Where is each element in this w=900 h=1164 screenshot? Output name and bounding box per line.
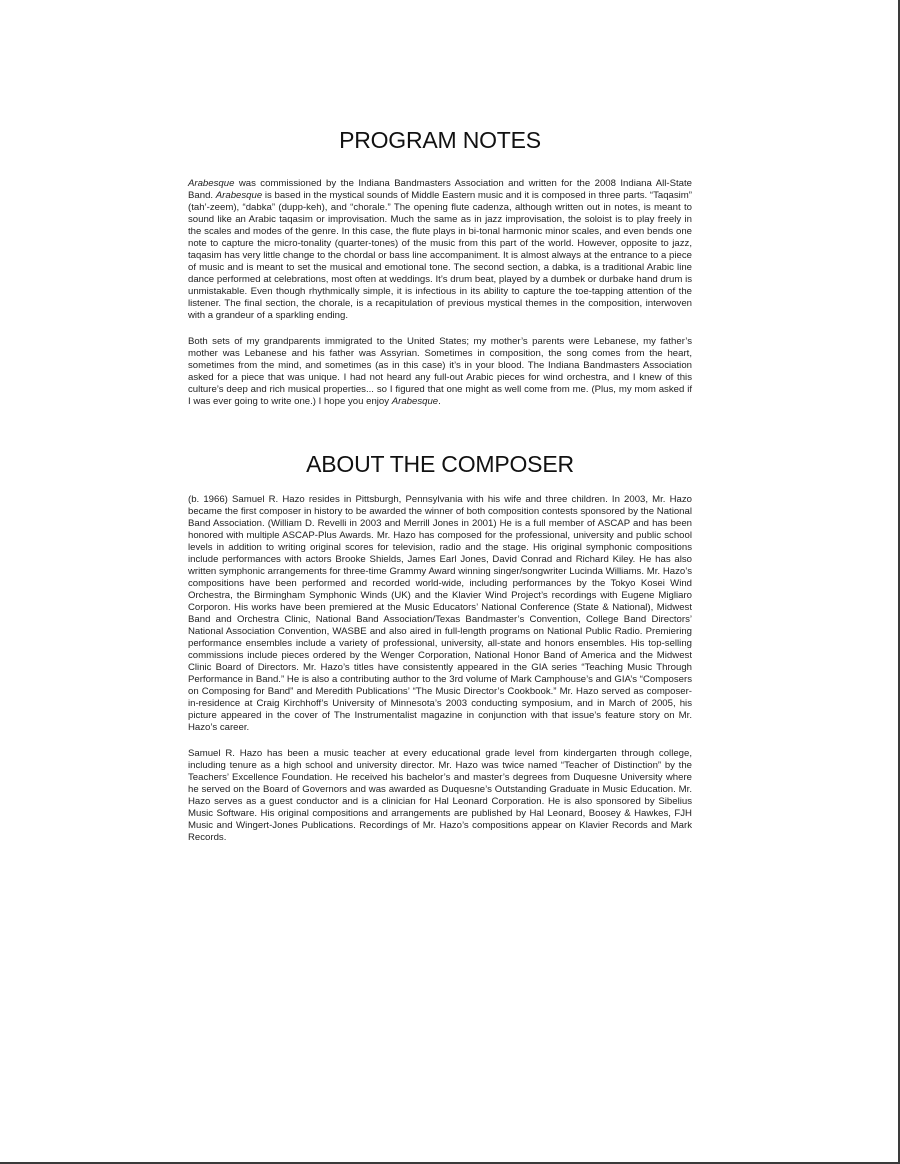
program-notes-heading: PROGRAM NOTES <box>339 127 541 153</box>
about-composer-paragraph-1: (b. 1966) Samuel R. Hazo resides in Pittsburgh, Pennsylvania with his wife and three children. In 2003, Mr. Hazo became the first composer in history to be awarded the winner of both composition contests sponsored by the National Band Association. (William D. Revelli in 2003 and Merrill Jones in 2001) He is a full member of ASCAP and has been honored with multiple ASCAP-Plus Awards. Mr. Hazo has composed for the professional, university and public school levels in addition to writing original scores for television, radio and the stage. His original symphonic compositions include performances with actors Brooke Shields, James Earl Jones, David Conrad and Richard Kiley. He has also written symphonic arrangements for three-time Grammy Award winning singer/songwriter Lucinda Williams. Mr. Hazo’s compositions have been performed and recorded world-wide, including performances by the Tokyo Kosei Wind Orchestra, the Birmingham Symphonic Winds (UK) and the Klavier Wind Project’s recordings with Eugene Migliaro Corporon. His works have been premiered at the Music Educators’ National Conference (State & National), Midwest Band and Orchestra Clinic, National Band Association/Texas Bandmaster’s Convention, College Band Directors’ National Association Convention, WASBE and also aired in full-length programs on National Public Radio. Premiering performance ensembles include a variety of professional, university, all-state and honors ensembles. His top-selling commissions include pieces ordered by the Wenger Corporation, National Honor Band of America and the Midwest Clinic Board of Directors. Mr. Hazo’s titles have consistently appeared in the GIA series “Teaching Music Through Performance in Band.” He is also a contributing author to the 3rd volume of Mark Camphouse’s and GIA’s “Composers on Composing for Band” and Meredith Publications’ “The Music Director’s Cookbook.” Mr. Hazo served as composer-in-residence at Craig Kirchhoff’s University of Minnesota’s 2003 conducting symposium, and in March of 2005, his picture appeared in the cover of The Instrumentalist magazine in conjunction with that issue’s feature story on Mr. Hazo’s career. <box>188 494 692 733</box>
work-title: Arabesque <box>391 396 439 407</box>
document-content <box>188 124 692 844</box>
program-notes-paragraph-1: Arabesque was commissioned by the Indiana Bandmasters Association and written for the 2008 Indiana All-State Band. Arabesque is based in the mystical sounds of Middle Eastern music and it is composed in three parts. “Taqasim” (tah’-zeem), “dabka” (dupp-keh), and “chorale.” The opening flute cadenza, although written out in notes, is meant to sound like an Arabic taqasim or improvisation. Much the same as in jazz improvisation, the soloist is to play freely in the scales and modes of the genre. In this case, the flute plays in bi-tonal harmonic minor scales, and even bends one note to capture the micro-tonality (quarter-tones) of the music from this part of the world. However, opposite to jazz, taqasim has very little change to the chordal or bass line accompaniment. It is almost always at the entrance to a piece of music and is meant to set the musical and emotional tone. The second section, a dabka, is a traditional Arabic line dance performed at celebrations, most often at weddings. It’s drum beat, played by a dumbek or durbake hand drum is unmistakable. Even though rhythmically simple, it is infectious in its ability to capture the toe-tapping attention of the listener. The final section, the chorale, is a recapitulation of previous mystical themes in the composition, interwoven with a grandeur of a sparkling ending. <box>188 178 692 321</box>
about-composer-heading: ABOUT THE COMPOSER <box>306 451 574 477</box>
work-title: Arabesque <box>188 178 235 189</box>
about-composer-paragraph-2: Samuel R. Hazo has been a music teacher at every educational grade level from kindergarten through college, including tenure as a high school and university director. Mr. Hazo was twice named “Teacher of Distinction” by the Teachers’ Excellence Foundation. He received his bachelor’s and master’s degrees from Duquesne University where he served on the Board of Governors and was awarded as Duquesne’s Outstanding Graduate in Music Education. Mr. Hazo serves as a guest conductor and is a clinician for Hal Leonard Corporation. He is also sponsored by Sibelius Music Software. His original compositions and arrangements are published by Hal Leonard, Boosey & Hawkes, FJH Music and Wingert-Jones Publications. Recordings of Mr. Hazo’s compositions appear on Klavier Records and Mark Records. <box>188 748 692 843</box>
about-composer-section <box>188 494 692 844</box>
program-notes-paragraph-2: Both sets of my grandparents immigrated to the United States; my mother’s parents were Lebanese, my father’s mother was Lebanese and his father was Assyrian. Sometimes in composition, the song comes from the heart, sometimes from the mind, and sometimes (as in this case) it’s in your blood. The Indiana Bandmasters Association asked for a piece that was unique. I had not heard any full-out Arabic pieces for wind orchestra, and I knew of this culture’s deep and rich musical properties... so I figured that one might as well come from me. (Plus, my mom asked if I was ever going to write one.) I hope you enjoy Arabesque. <box>188 336 692 407</box>
work-title: Arabesque <box>215 190 263 201</box>
program-notes-section <box>188 178 692 408</box>
